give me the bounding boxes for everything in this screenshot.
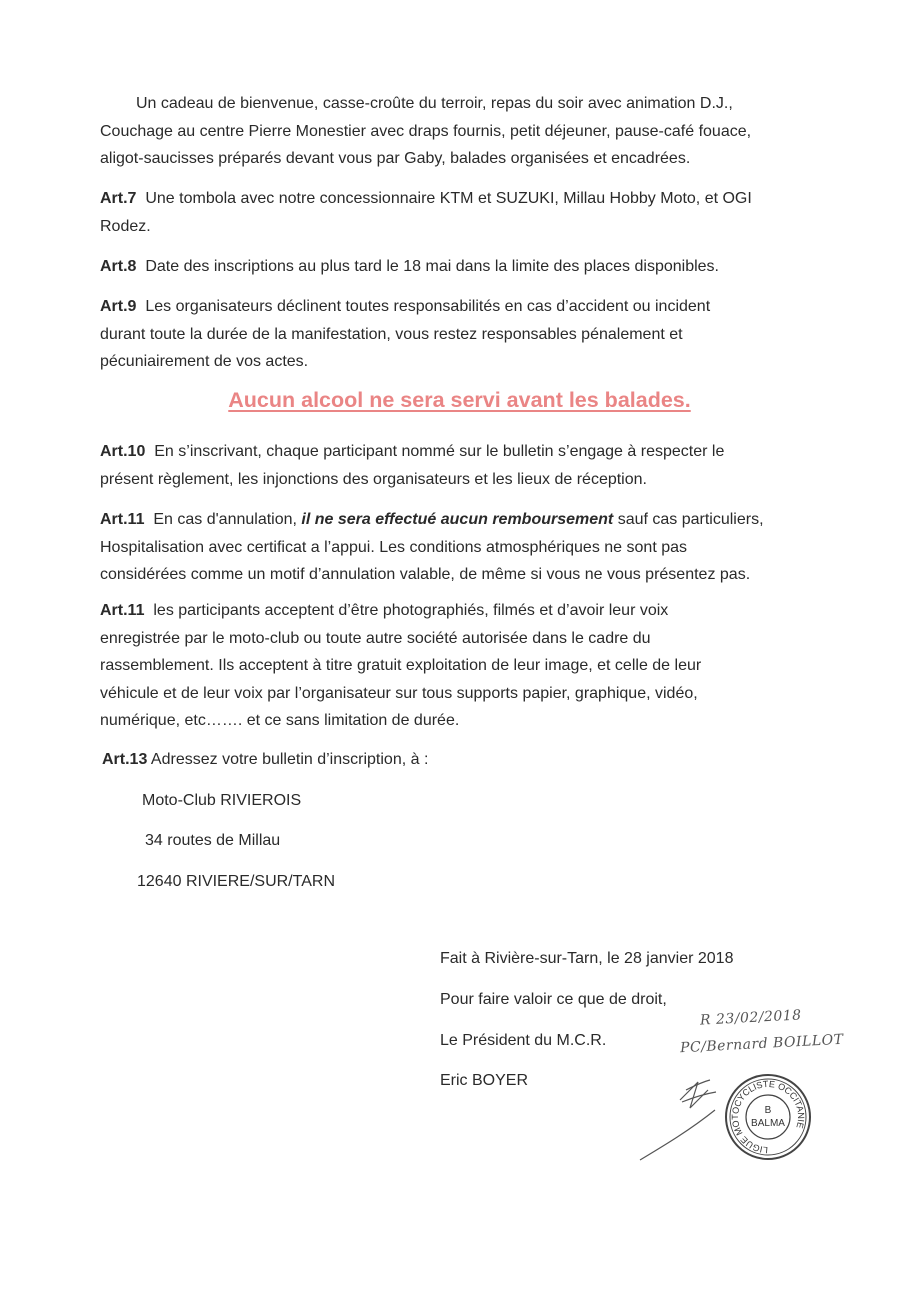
article-text: pécuniairement de vos actes. (100, 353, 309, 370)
article-11-image-rights (100, 597, 701, 735)
intro-line: aligot-saucisses préparés devant vous par Gaby, balades organisées et encadrées. (100, 150, 691, 167)
article-text: durant toute la durée de la manifestation, vous restez responsables pénalement et (100, 325, 683, 343)
article-11-cancellation (100, 506, 764, 589)
article-8 (100, 253, 719, 281)
president-name: Eric BOYER (440, 1072, 529, 1089)
article-text: Adressez votre bulletin d’inscription, à : (150, 751, 429, 768)
article-label: Art.13 (102, 751, 148, 768)
article-text: enregistrée par le moto-club ou toute autre société autorisée dans le cadre du (100, 629, 651, 647)
article-label: Art.7 (100, 190, 137, 207)
signature-scribble (640, 1080, 716, 1160)
article-text: En cas d'annulation, (153, 511, 297, 528)
article-label: Art.9 (100, 298, 137, 315)
article-text: Date des inscriptions au plus tard le 18 mai dans la limite des places disponibles. (145, 258, 719, 275)
article-text: Les organisateurs déclinent toutes responsabilités en cas d’accident ou incident (145, 298, 711, 315)
stamp-ring-text: LIGUE MOTOCYCLISTE OCCITANIE (730, 1078, 807, 1156)
intro-paragraph (100, 90, 751, 173)
address-club-name: Moto-Club RIVIEROIS (142, 792, 302, 809)
article-text: considérées comme un motif d’annulation valable, de même si vous ne vous présentez pas. (100, 566, 751, 583)
intro-line: Couchage au centre Pierre Monestier avec draps fournis, petit déjeuner, pause-café fouace, (100, 122, 752, 140)
article-text: En s’inscrivant, chaque participant nommé sur le bulletin s’engage à respecter le (154, 443, 725, 460)
alcohol-warning-headline: Aucun alcool ne sera servi avant les balades. (228, 388, 691, 412)
article-text: les participants acceptent d’être photographiés, filmés et d’avoir leur voix (153, 602, 669, 619)
article-text: présent règlement, les injonctions des organisateurs et les lieux de réception. (100, 470, 647, 488)
no-refund-emphasis: il ne sera effectué aucun remboursement (301, 511, 614, 528)
stamp-letter: B (764, 1105, 772, 1116)
article-text: véhicule et de leur voix par l’organisateur sur tous supports papier, graphique, vidéo, (100, 684, 698, 702)
article-label: Art.11 (100, 511, 145, 528)
article-text: Hospitalisation avec certificat a l’appui. Les conditions atmosphériques ne sont pas (100, 538, 687, 556)
article-10 (100, 438, 724, 493)
article-text: sauf cas particuliers, (617, 511, 764, 528)
article-13 (102, 746, 428, 774)
article-label: Art.11 (100, 602, 145, 619)
signature-and-stamp (620, 1060, 835, 1180)
club-stamp-icon (726, 1075, 810, 1159)
article-text: Rodez. (100, 217, 151, 235)
president-title: Le Président du M.C.R. (440, 1032, 607, 1049)
article-9 (100, 293, 710, 376)
handwritten-receipt-date: R 23/02/2018 (699, 1007, 803, 1029)
article-text: Une tombola avec notre concessionnaire KTM et SUZUKI, Millau Hobby Moto, et OGI (145, 190, 752, 207)
article-7 (100, 185, 752, 240)
address-street: 34 routes de Millau (145, 832, 281, 849)
handwritten-signatory: PC/Bernard BOILLOT (679, 1031, 844, 1057)
place-and-date: Fait à Rivière-sur-Tarn, le 28 janvier 2018 (440, 950, 734, 967)
address-city: 12640 RIVIERE/SUR/TARN (137, 873, 335, 890)
intro-line: Un cadeau de bienvenue, casse-croûte du terroir, repas du soir avec animation D.J., (136, 95, 733, 112)
article-text: rassemblement. Ils acceptent à titre gratuit exploitation de leur image, et celle de leur (100, 657, 702, 674)
legal-formula: Pour faire valoir ce que de droit, (440, 991, 667, 1008)
article-label: Art.8 (100, 258, 137, 275)
article-text: numérique, etc……. et ce sans limitation de durée. (100, 712, 460, 729)
article-label: Art.10 (100, 443, 146, 460)
stamp-city: BALMA (751, 1118, 785, 1129)
